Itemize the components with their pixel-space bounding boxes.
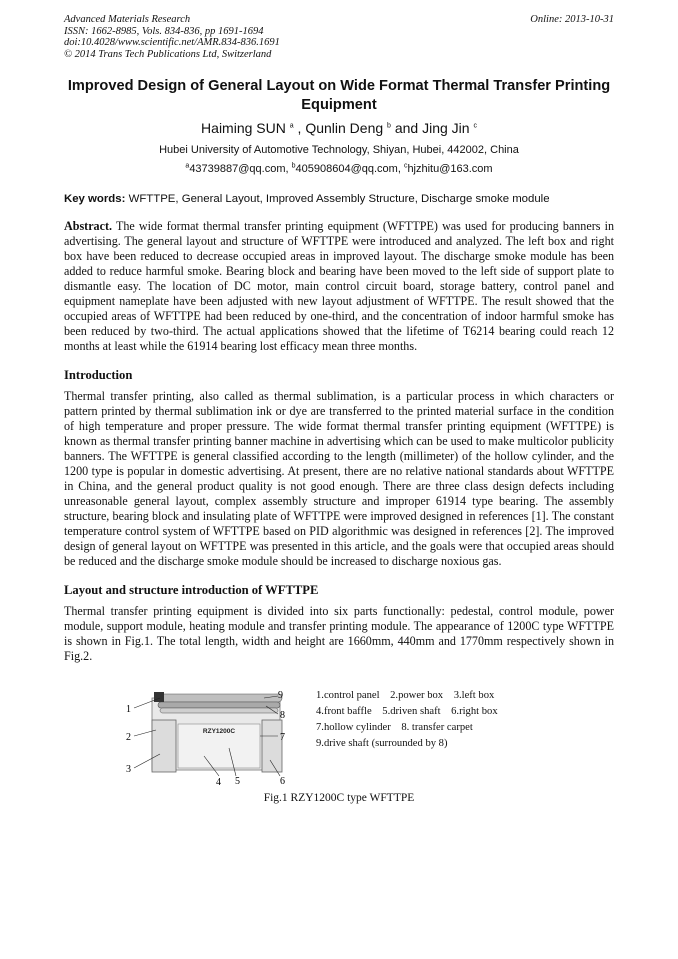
legend-line: 1.control panel 2.power box 3.left box <box>316 690 495 701</box>
abstract-label: Abstract. <box>64 219 113 233</box>
legend-line: 7.hollow cylinder 8. transfer carpet <box>316 722 473 733</box>
keywords-text: WFTTPE, General Layout, Improved Assembly Structure, Discharge smoke module <box>125 193 550 205</box>
author-affiliation-mark: c <box>473 122 477 130</box>
section-heading-introduction: Introduction <box>64 368 133 382</box>
figure-1 <box>64 686 614 796</box>
paper-title: Improved Design of General Layout on Wide Format Thermal Transfer Printing Equipment <box>67 78 611 113</box>
keywords <box>64 193 614 205</box>
email-mark: a <box>185 162 190 170</box>
figure-caption: Fig.1 RZY1200C type WFTTPE <box>263 792 415 804</box>
driven-shaft <box>160 708 278 713</box>
machine-label: RZY1200C <box>202 728 236 735</box>
affiliation: Hubei University of Automotive Technology, Shiyan, Hubei, 442002, China <box>159 144 519 156</box>
drive-shaft <box>158 702 280 708</box>
author-name: Haiming SUN <box>201 120 286 136</box>
hollow-cylinder <box>156 694 282 702</box>
author-name: Qunlin Deng <box>305 120 384 136</box>
legend-line: 9.drive shaft (surrounded by 8) <box>316 738 448 749</box>
figure-legend <box>316 688 498 752</box>
left-box <box>152 720 176 772</box>
right-box <box>262 720 282 772</box>
callout-number: 9 <box>278 690 283 701</box>
online-date: Online: 2013-10-31 <box>530 14 614 25</box>
callout-number: 3 <box>126 764 131 775</box>
callout-number: 4 <box>216 777 221 786</box>
email-address: hjzhitu@163.com <box>407 163 493 175</box>
email-mark: c <box>403 162 408 170</box>
callout-number: 1 <box>126 704 131 715</box>
abstract-text: The wide format thermal transfer printing equipment (WFTTPE) was used for producing banners in advertising. The general layout and structure of WFTTPE were introduced and analyzed. The left box and right box have been reduced to decrease occupied areas in improved layout. The discharge smoke module has been added to reduce harmful smoke. Bearing block and bearing have been moved to the left side of support plate to dismantle easy. The location of DC motor, main control circuit board, storage battery, control panel and equipment nameplate have been adjusted with new layout adjustment of WFTTPE. The result showed that the occupied areas of WFTTPE had been reduced by one-third, and the concentration of indoor harmful smoke has been reduced by two-third. The actual applications showed that the lifetime of T6214 bearing could reach 12 months at least while the 61914 bearing lost efficacy mean three months. <box>64 219 614 353</box>
copyright-line: © 2014 Trans Tech Publications Ltd, Switzerland <box>64 48 272 60</box>
legend-line: 4.front baffle 5.driven shaft 6.right box <box>316 706 498 717</box>
callout-number: 5 <box>235 776 240 786</box>
layout-section-text: Thermal transfer printing equipment is divided into six parts functionally: pedestal, control module, power module, support module, heating module and transfer printing module. The appearance of 1200C type WFTTPE is shown in Fig.1. The total length, width and height are 1660mm, 440mm and 1770mm respectively shown in Fig.2. <box>64 604 614 663</box>
journal-header <box>64 14 614 60</box>
introduction-text: Thermal transfer printing, also called as thermal sublimation, is a particular process in which characters or pattern printed by thermal sublimation ink or dye are transferred to the printed material surface in the condition of high temperature and proper pressure. The wide format thermal transfer printing equipment (WFTTPE) is known as thermal transfer printing banner machine in advertising which can be used to make multicolor publicity banners. The WFTTPE is general classified according to the length (millimeter) of the hollow cylinder, and the 1200 type is popular in domestic advertising. At present, there are no relative national standards about WFTTPE in China, and the general product quality is not good enough. There are three class design defects including unreasonable general layout, complex assembly structure and improper 61914 type bearing. The assembly structure, bearing block and insulating plate of WFTTPE were improved designed in references [1]. The constant temperature control system of WFTTPE based on PID algorithmic was designed in references [2]. The improved design of general layout on WFTTPE was presented in this article, and the goals were that occupied areas should be reduced and the discharge smoke module should be increased to discharge noxious gas. <box>64 389 614 568</box>
callout-number: 6 <box>280 776 285 786</box>
author-separator: , <box>293 120 306 136</box>
issn-line: ISSN: 1662-8985, Vols. 834-836, pp 1691-1694 <box>64 25 264 37</box>
email-address: 43739887@qq.com, <box>189 163 292 175</box>
paper-page <box>64 14 614 804</box>
doi-line: doi:10.4028/www.scientific.net/AMR.834-836.1691 <box>64 37 280 48</box>
author-name: Jing Jin <box>422 120 470 136</box>
abstract <box>64 219 614 354</box>
keywords-label: Key words: <box>64 193 126 205</box>
author-affiliation-mark: b <box>387 122 391 130</box>
author-separator: and <box>390 120 423 136</box>
callout-number: 7 <box>280 732 285 743</box>
author-line <box>64 120 614 136</box>
callout-number: 2 <box>126 732 131 743</box>
control-panel <box>154 692 164 702</box>
callout-number: 8 <box>280 710 285 721</box>
machine-drawing <box>64 686 304 786</box>
email-address: 405908604@qq.com, <box>295 163 404 175</box>
section-heading-layout: Layout and structure introduction of WFTTPE <box>64 583 319 597</box>
email-mark: b <box>291 162 296 170</box>
journal-name: Advanced Materials Research <box>64 14 191 25</box>
author-affiliation-mark: a <box>289 122 294 130</box>
email-line <box>64 163 614 175</box>
